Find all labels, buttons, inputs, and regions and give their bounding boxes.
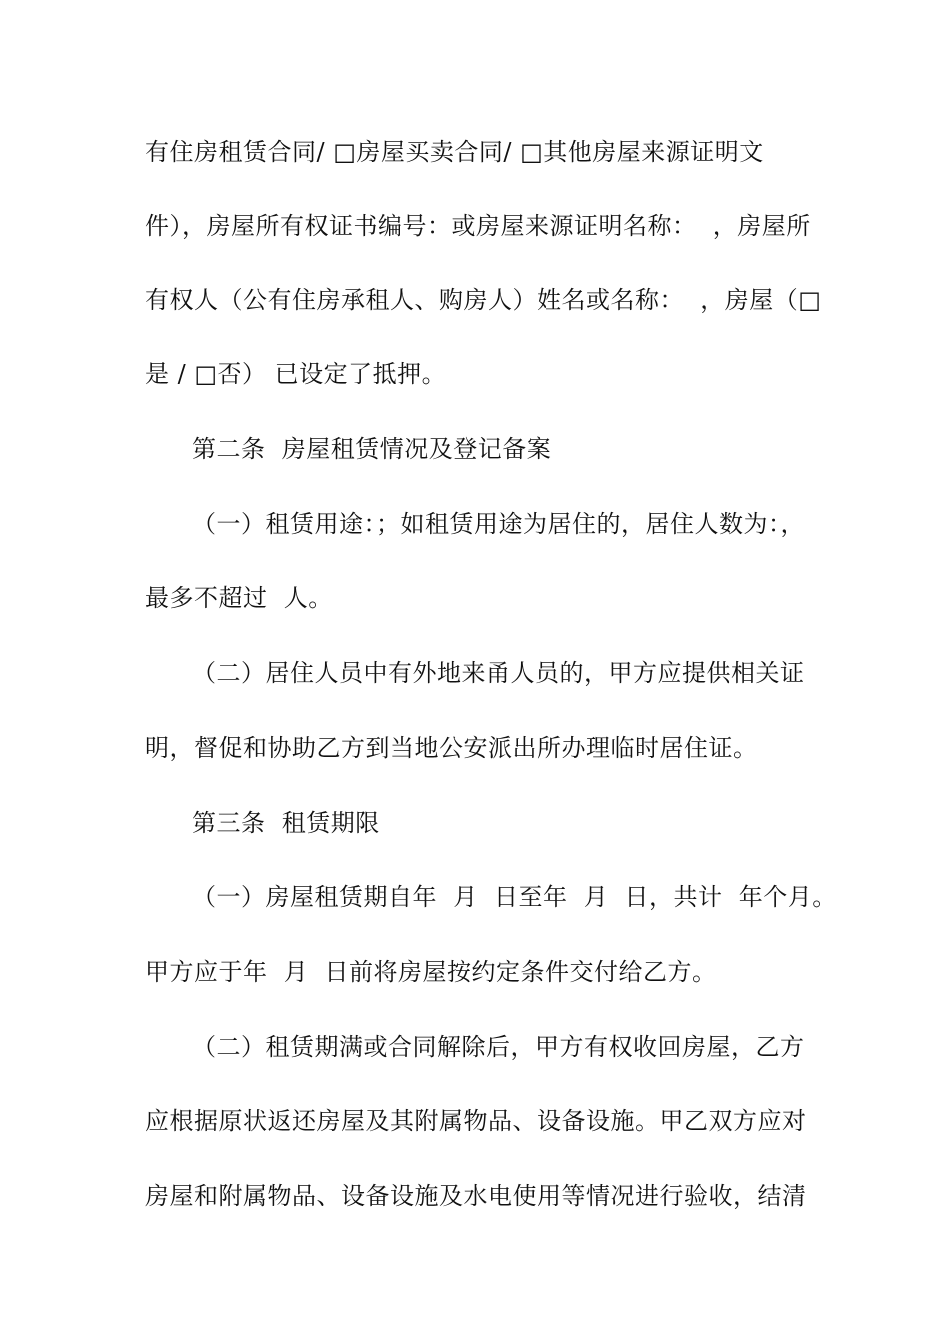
text-line: 有住房租赁合同/ □房屋买卖合同/ □其他房屋来源证明文 xyxy=(145,138,764,166)
text-line: （二）租赁期满或合同解除后，甲方有权收回房屋，乙方 xyxy=(192,1033,805,1061)
section-heading: 第三条 租赁期限 xyxy=(192,809,380,837)
section-heading: 第二条 房屋租赁情况及登记备案 xyxy=(192,435,552,463)
text-line: 应根据原状返还房屋及其附属物品、设备设施。甲乙双方应对 xyxy=(145,1107,807,1135)
text-line: （一）租赁用途：；如租赁用途为居住的，居住人数为：， xyxy=(192,510,805,538)
text-line: （二）居住人员中有外地来甬人员的，甲方应提供相关证 xyxy=(192,659,805,687)
text-line: 甲方应于年 月 日前将房屋按约定条件交付给乙方。 xyxy=(145,958,717,986)
text-line: 件），房屋所有权证书编号：或房屋来源证明名称： ，房屋所 xyxy=(145,212,811,240)
text-line: 最多不超过 人。 xyxy=(145,584,333,612)
text-line: 明，督促和协助乙方到当地公安派出所办理临时居住证。 xyxy=(145,734,758,762)
text-line: 房屋和附属物品、设备设施及水电使用等情况进行验收，结清 xyxy=(145,1182,807,1210)
text-line: 有权人（公有住房承租人、购房人）姓名或名称： ，房屋（□ xyxy=(145,286,822,314)
text-line: （一）房屋租赁期自年 月 日至年 月 日，共计 年个月。 xyxy=(192,883,837,911)
text-line: 是 / □否） 已设定了抵押。 xyxy=(145,360,447,388)
